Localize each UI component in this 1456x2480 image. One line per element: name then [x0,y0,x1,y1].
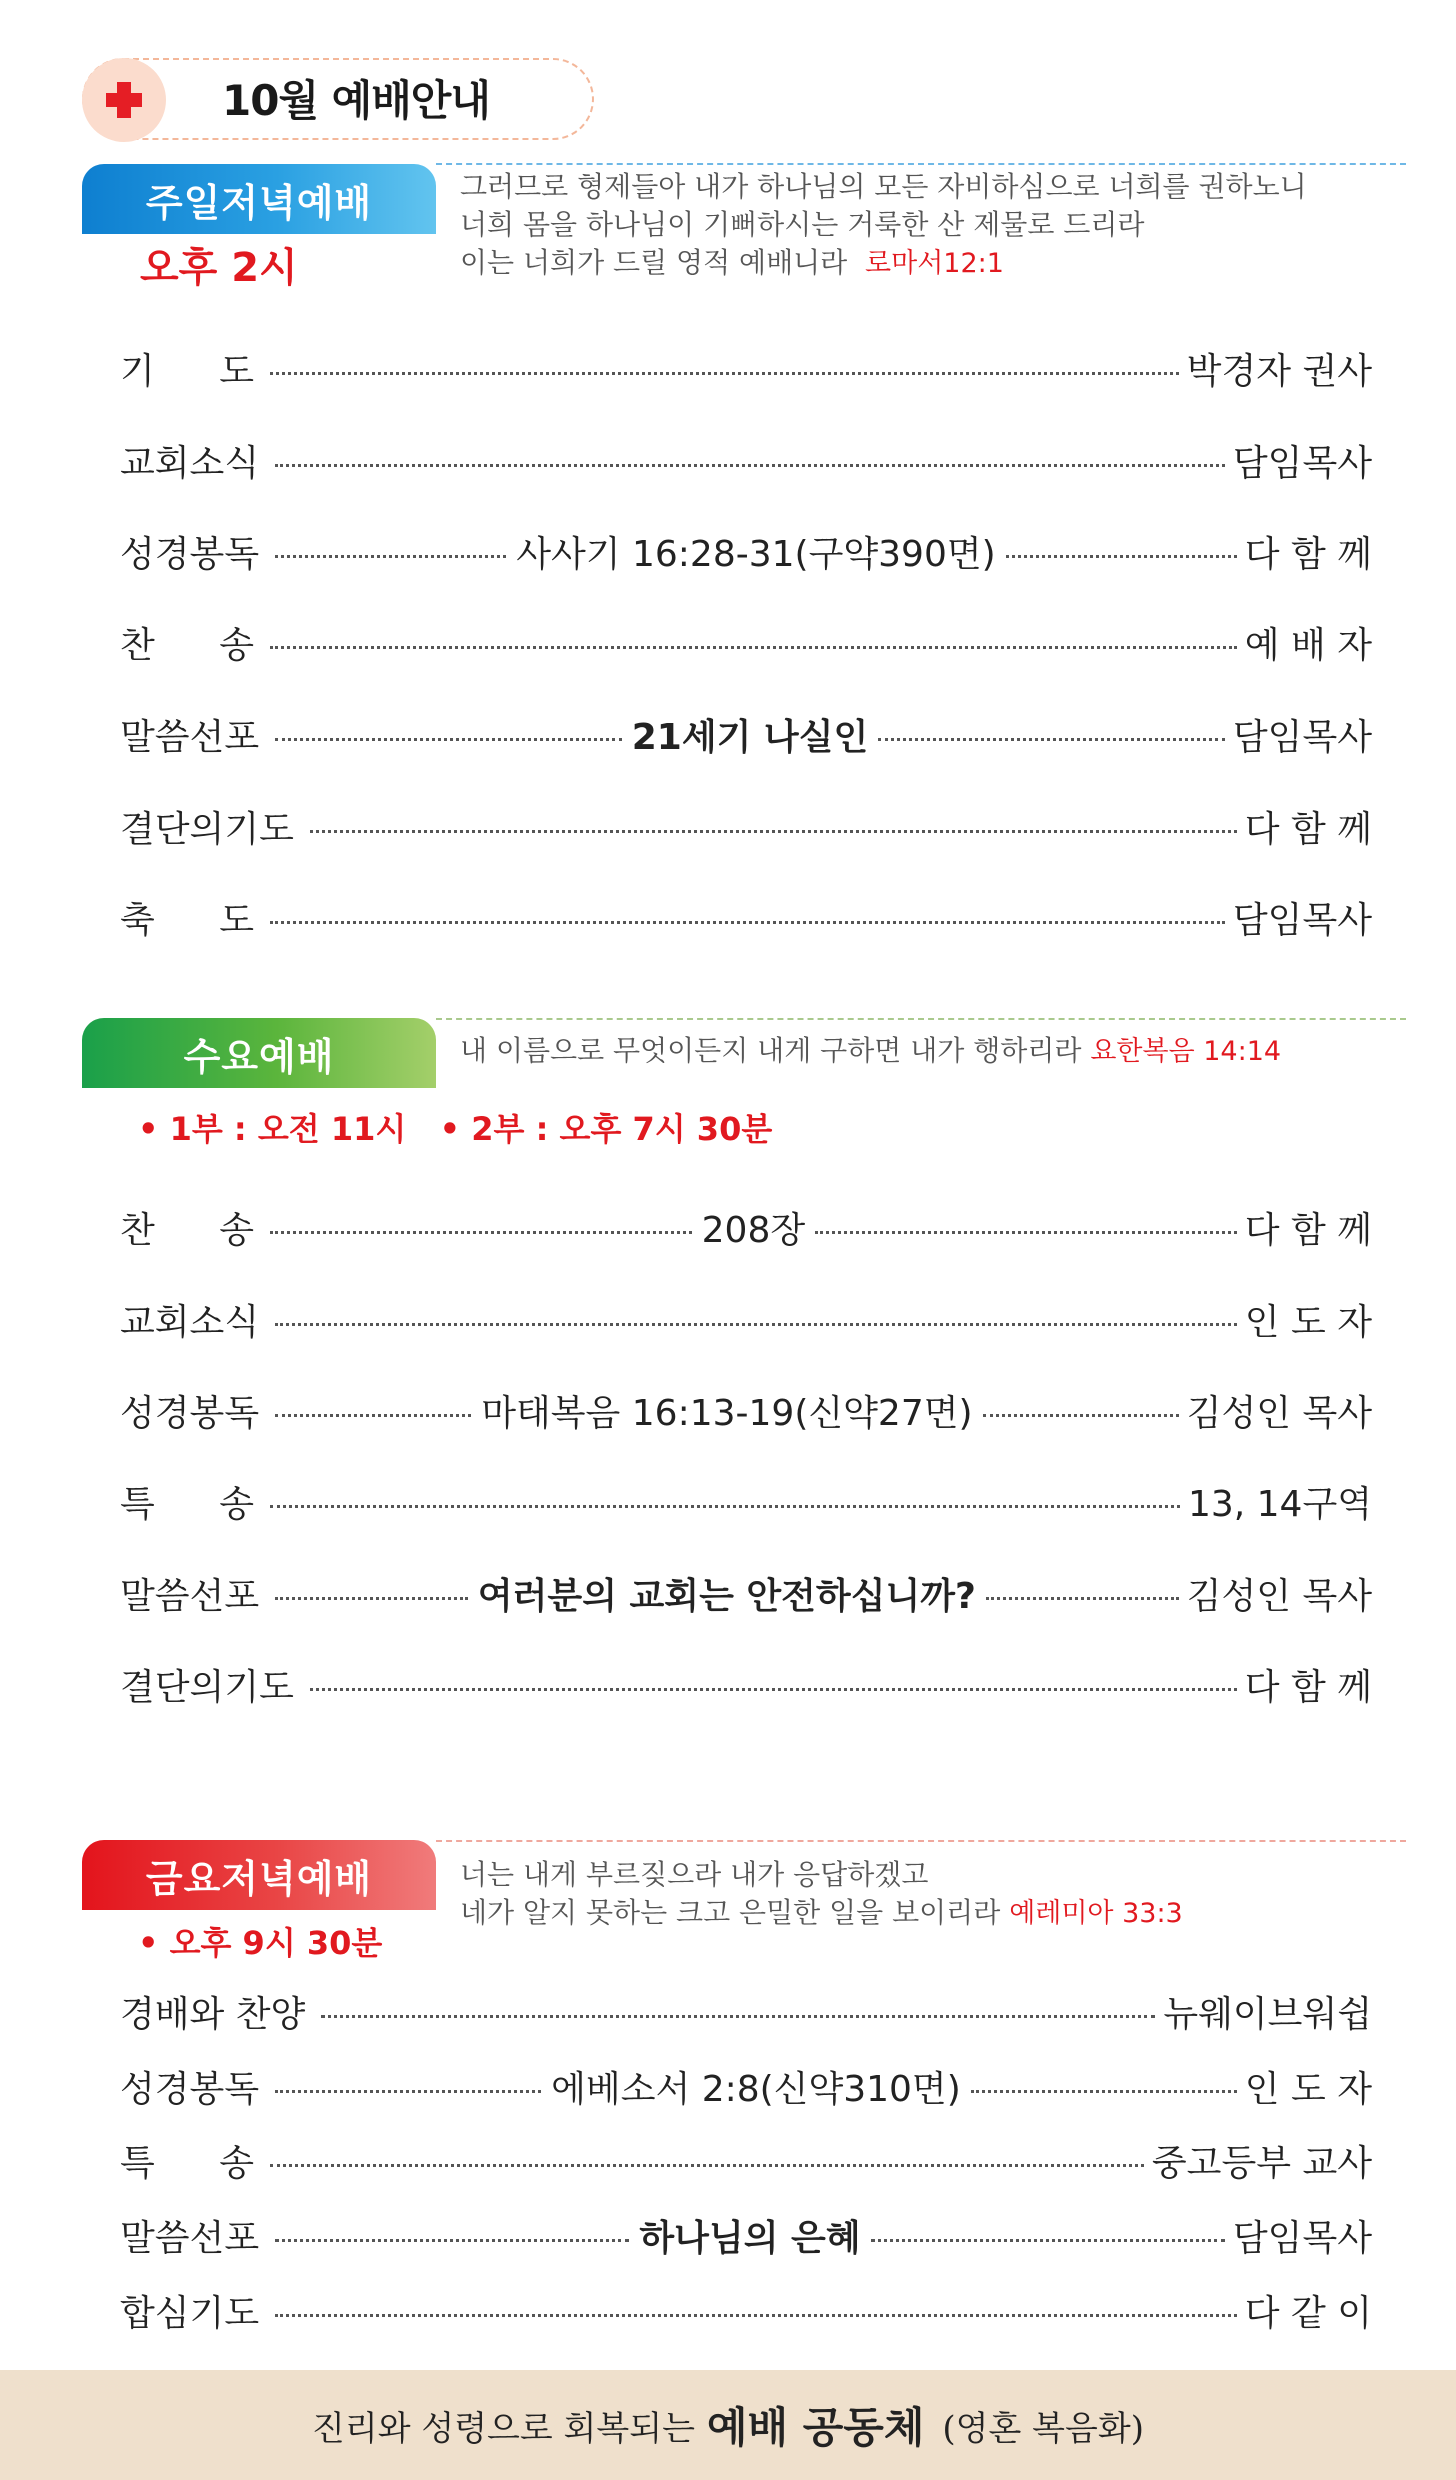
program-label: 성경봉독 [120,1392,260,1434]
program-leader: 담임목사 [1232,442,1372,484]
leader-dots [275,1414,471,1417]
friday-time: • 오후 9시 30분 [138,1924,383,1962]
wednesday-verse-line [460,1032,1281,1071]
sunday-time: 오후 2시 [140,245,298,291]
program-label: 성경봉독 [120,2068,260,2110]
program-detail: 21세기 나실인 [631,716,869,758]
program-detail: 에베소서 2:8(신약310면) [551,2068,961,2110]
page-title: 10월 예배안내 [222,76,490,125]
friday-divider [436,1840,1406,1842]
program-row [120,1477,1372,1525]
program-label: 결단의기도 [120,1666,294,1708]
leader-dots [971,2090,1237,2093]
leader-dots [275,2314,1237,2317]
program-leader: 다 함 께 [1244,1666,1372,1708]
sunday-verse-line-2: 너희 몸을 하나님이 기뻐하시는 거룩한 산 제물로 드리라 [460,208,1145,241]
friday-section-tab: 금요저녁예배 [82,1840,436,1910]
program-detail: 여러분의 교회는 안전하십니까? [477,1575,976,1617]
friday-verse-line-1: 너는 내게 부르짖으라 내가 응답하겠고 [460,1858,929,1891]
program-label: 성경봉독 [120,533,260,575]
program-label: 축 도 [120,899,254,941]
cross-icon-bar [106,93,142,107]
program-leader: 다 같 이 [1244,2292,1372,2334]
program-leader: 다 함 께 [1244,808,1372,850]
leader-dots [275,2239,629,2242]
program-label: 경배와 찬양 [120,1993,306,2035]
sunday-verse-ref: 로마서12:1 [865,248,1004,279]
program-detail: 사사기 16:28-31(구약390면) [516,533,996,575]
program-row [120,2136,1372,2184]
leader-dots [270,372,1179,375]
program-leader: 다 함 께 [1244,1209,1372,1251]
program-leader: 담임목사 [1232,899,1372,941]
leader-dots [310,1688,1237,1691]
leader-dots [275,1597,468,1600]
program-row [120,1203,1372,1251]
program-leader: 다 함 께 [1244,533,1372,575]
leader-dots [871,2239,1225,2242]
program-row [120,344,1372,392]
wednesday-verse-text: 내 이름으로 무엇이든지 내게 구하면 내가 행하리라 [460,1034,1082,1067]
leader-dots [275,2090,541,2093]
leader-dots [275,1323,1237,1326]
program-row [120,618,1372,666]
program-leader: 인 도 자 [1244,2068,1373,2110]
leader-dots [815,1231,1237,1234]
program-row [120,436,1372,484]
wednesday-verse-ref: 요한복음 14:14 [1090,1036,1282,1067]
program-detail: 마태복음 16:13-19(신약27면) [481,1392,973,1434]
leader-dots [986,1597,1179,1600]
program-row [120,1386,1372,1434]
leader-dots [321,2015,1155,2018]
footer-prefix: 진리와 성령으로 회복되는 [312,2408,695,2449]
program-row [120,2062,1372,2110]
program-row [120,1660,1372,1708]
program-leader: 김성인 목사 [1186,1575,1373,1617]
leader-dots [275,464,1225,467]
program-detail: 208장 [701,1209,806,1251]
footer-banner [0,2370,1456,2480]
leader-dots [270,646,1237,649]
leader-dots [878,738,1225,741]
program-leader: 인 도 자 [1244,1301,1372,1343]
sunday-verse-line-3 [460,244,1004,283]
leader-dots [270,1505,1180,1508]
program-label: 말씀선포 [120,716,260,758]
program-leader: 김성인 목사 [1186,1392,1373,1434]
friday-verse-text: 네가 알지 못하는 크고 은밀한 일을 보이리라 [460,1896,1001,1929]
wednesday-section-tab: 수요예배 [82,1018,436,1088]
program-row [120,1569,1372,1617]
program-leader: 담임목사 [1232,2217,1373,2259]
program-label: 특 송 [120,2142,254,2184]
footer-suffix: (영혼 복음화) [942,2408,1144,2449]
program-label: 말씀선포 [120,1575,260,1617]
wednesday-times: • 1부 : 오전 11시 • 2부 : 오후 7시 30분 [138,1110,773,1148]
leader-dots [275,738,622,741]
leader-dots [270,1231,692,1234]
program-row [120,802,1372,850]
leader-dots [275,555,506,558]
leader-dots [1006,555,1237,558]
leader-dots [310,830,1237,833]
friday-verse-line-2 [460,1894,1183,1933]
sunday-verse-line-1: 그러므로 형제들아 내가 하나님의 모든 자비하심으로 너희를 권하노니 [460,170,1307,203]
program-leader: 13, 14구역 [1187,1483,1372,1525]
program-label: 찬 송 [120,1209,254,1251]
program-row [120,710,1372,758]
footer-emphasis: 예배 공동체 [706,2403,925,2452]
friday-verse-ref: 예레미아 33:3 [1009,1898,1183,1929]
sunday-section-tab: 주일저녁예배 [82,164,436,234]
leader-dots [983,1414,1179,1417]
program-row [120,1295,1372,1343]
program-row [120,1987,1372,2035]
sunday-divider [436,163,1406,165]
program-label: 기 도 [120,350,254,392]
sunday-verse-text: 이는 너희가 드릴 영적 예배니라 [460,246,848,279]
program-leader: 담임목사 [1232,716,1373,758]
program-row [120,2286,1372,2334]
program-label: 말씀선포 [120,2217,260,2259]
program-leader: 박경자 권사 [1186,350,1372,392]
program-leader: 예 배 자 [1244,624,1372,666]
program-row [120,527,1372,575]
program-label: 합심기도 [120,2292,260,2334]
program-leader: 뉴웨이브워쉽 [1163,1993,1372,2035]
program-label: 결단의기도 [120,808,294,850]
leader-dots [270,2164,1144,2167]
wednesday-divider [436,1018,1406,1020]
program-label: 특 송 [120,1483,254,1525]
program-row [120,893,1372,941]
program-detail: 하나님의 은혜 [639,2217,861,2259]
program-label: 교회소식 [120,442,260,484]
program-label: 교회소식 [120,1301,260,1343]
program-label: 찬 송 [120,624,254,666]
program-leader: 중고등부 교사 [1151,2142,1372,2184]
leader-dots [270,921,1225,924]
program-row [120,2211,1372,2259]
